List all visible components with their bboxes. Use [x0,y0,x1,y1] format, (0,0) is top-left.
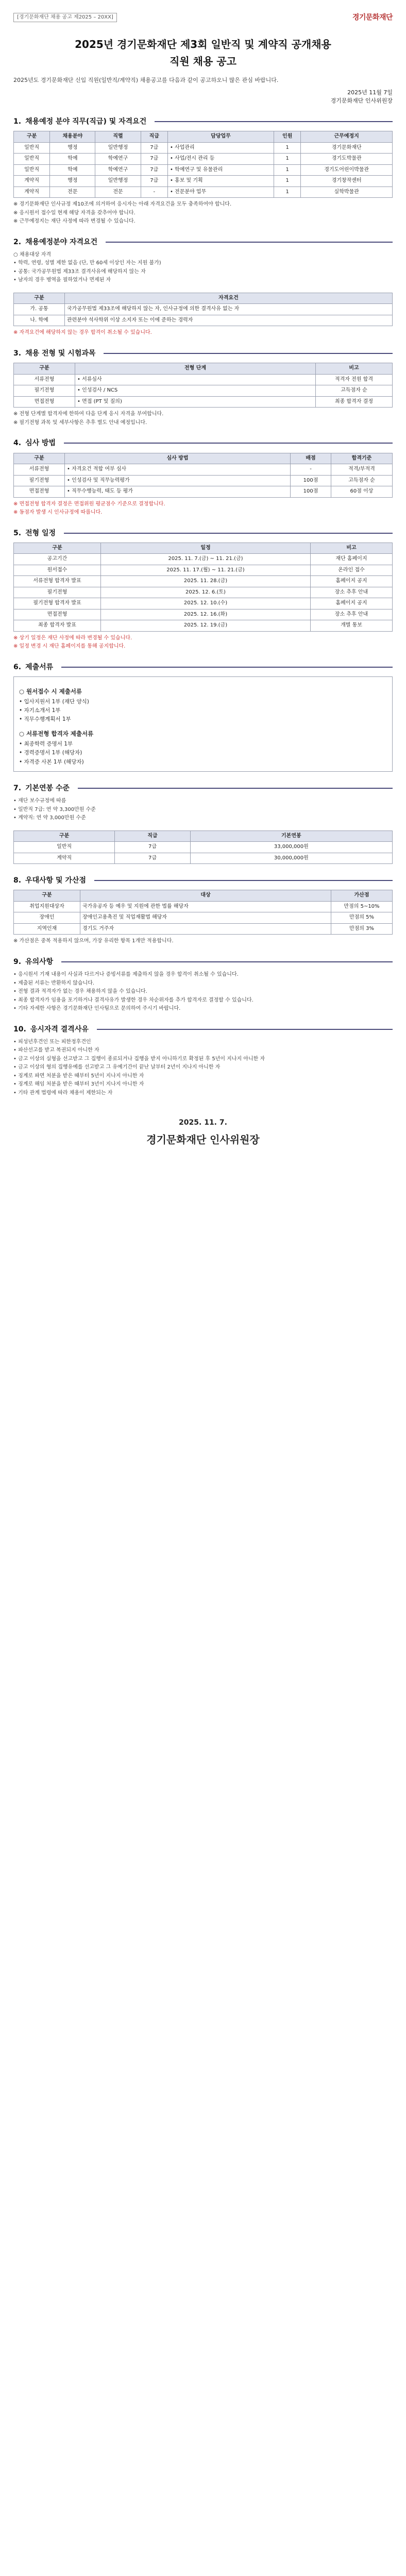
table-cell: 최종 합격자 결정 [316,396,393,408]
table-cell: 2025. 11. 17.(월) ~ 11. 21.(금) [101,565,311,576]
table-cell: 필기전형 [14,475,65,486]
foundation-logo: 경기문화재단 [352,13,393,22]
table-header: 비고 [316,363,393,375]
table-cell: 전문 [50,187,95,198]
table-cell: 국가유공자 등 예우 및 지원에 관한 법률 해당자 [80,901,331,912]
table-cell: • 사업/전시 관리 등 [167,154,274,165]
subheading: ○ 원서접수 시 제출서류 [19,688,82,696]
table-cell: • 직무수행능력, 태도 등 평가 [65,486,291,498]
intro-text: 2025년도 경기문화재단 신입 직원(일반직/계약직) 채용공고를 다음과 같이 공고하오니 많은 관심 바랍니다. [13,77,279,83]
table-header: 직렬 [95,131,141,143]
list-item: • 최종 합격자가 임용을 포기하거나 결격사유가 발생한 경우 차순위자를 추가 합격자로 결정할 수 있습니다. [13,997,253,1003]
table-cell: 경기도 거주자 [80,923,331,935]
table-cell: 일반직 [14,164,50,176]
section-divider [78,788,393,789]
table-row [14,164,393,176]
table-cell: 장애인 [14,912,80,924]
table-cell: 장소 추후 안내 [311,587,393,598]
section-3 [13,348,393,427]
section-number: 9. [13,957,22,966]
subheading: ○ 서류전형 합격자 제출서류 [19,730,94,738]
section-divider [61,667,393,668]
table-row [14,842,393,853]
table-cell: 지역인재 [14,923,80,935]
list-item: • 최종학력 증명서 1부 [19,741,73,748]
table-cell: 경기문화재단 [301,142,393,154]
table-cell: 경기도박물관 [301,154,393,165]
note-line: ※ 응시원서 접수일 현재 해당 자격을 갖추어야 합니다. [13,210,136,216]
section-7 [13,783,393,864]
table-cell: 일반행정 [95,142,141,154]
page-title: 2025년 경기문화재단 제3회 일반직 및 계약직 공개채용 [75,38,331,50]
table-cell: 온라인 접수 [311,565,393,576]
section-notes [13,201,393,226]
section-title: 유의사항 [25,957,54,966]
section-divider [106,242,393,243]
disqualification-list [13,1039,393,1097]
evaluation-table [13,453,393,498]
documents-box [13,676,393,772]
table-header: 비고 [311,543,393,554]
section-title: 기본연봉 수준 [25,784,70,792]
table-cell: • 학예연구 및 유물관리 [167,164,274,176]
section-6 [13,662,393,772]
table-cell: 2025. 11. 28.(금) [101,576,311,587]
table-cell: • 면접 (PT 및 질의) [75,396,316,408]
announcement-page [0,0,406,1160]
table-row [14,853,393,864]
footer-organization: 경기문화재단 인사위원장 [146,1133,260,1146]
table-cell: 7급 [115,853,190,864]
section-2 [13,237,393,337]
table-cell: 홈페이지 공지 [311,598,393,609]
list-item: • 징계로 파면 처분을 받은 때부터 5년이 지나지 아니한 자 [13,1073,144,1079]
list-item: • 남자의 경우 병역을 필하였거나 면제된 자 [13,277,111,283]
table-cell: - [291,464,331,476]
table-cell: 필기전형 [14,587,101,598]
table-header: 구분 [14,131,50,143]
table-row [14,396,393,408]
list-item: • 금고 이상의 형의 집행유예를 선고받고 그 유예기간이 끝난 날부터 2년이 지나지 아니한 자 [13,1064,221,1071]
table-cell: 원서접수 [14,565,101,576]
table-cell: 전문 [95,187,141,198]
table-header: 구분 [14,293,65,304]
caution-list [13,971,393,1013]
note-line: ※ 상기 일정은 재단 사정에 따라 변경될 수 있습니다. [13,635,132,641]
section-divider [94,880,393,881]
section-number: 1. [13,117,22,126]
table-cell: 일반행정 [95,176,141,187]
table-header: 직급 [115,831,190,842]
table-cell: 2025. 12. 19.(금) [101,620,311,632]
section-divider [64,443,393,444]
table-row [14,176,393,187]
table-cell: 서류전형 [14,374,75,385]
table-row [14,475,393,486]
section-10 [13,1024,393,1097]
bonus-table [13,890,393,935]
table-cell: 장애인고용촉진 및 직업재활법 해당자 [80,912,331,924]
table-header: 배점 [291,453,331,464]
table-cell: 서류전형 합격자 발표 [14,576,101,587]
section-number: 5. [13,529,22,537]
table-cell: 관련분야 석사학위 이상 소지자 또는 이에 준하는 경력자 [65,315,393,326]
table-cell: 7급 [141,176,167,187]
announce-date: 2025년 11월 7일 [347,89,393,96]
table-cell: 면접전형 [14,486,65,498]
footer-date: 2025. 11. 7. [179,1118,227,1127]
table-header: 근무예정지 [301,131,393,143]
table-row [14,315,393,326]
section-4 [13,438,393,516]
table-header: 구분 [14,831,115,842]
table-cell: 적격자 전원 합격 [316,374,393,385]
table-row [14,598,393,609]
list-item: • 입사지원서 1부 (재단 양식) [19,698,89,705]
table-row [14,923,393,935]
table-cell: 공고기간 [14,554,101,565]
table-cell: 2025. 12. 6.(토) [101,587,311,598]
table-row [14,912,393,924]
table-row [14,385,393,397]
section-title: 제출서류 [25,663,54,671]
table-row [14,187,393,198]
table-cell: 학예연구 [95,164,141,176]
section-title: 우대사항 및 가산점 [25,876,87,885]
note-line: ※ 일정 변경 시 재단 홈페이지를 통해 공지합니다. [13,643,126,650]
table-row [14,609,393,620]
table-header: 가산점 [331,890,393,902]
table-row [14,154,393,165]
table-cell: 장소 추후 안내 [311,609,393,620]
table-cell: 재단 홈페이지 [311,554,393,565]
table-row [14,565,393,576]
list-item: • 파산선고를 받고 복권되지 아니한 자 [13,1047,99,1054]
table-row [14,374,393,385]
table-cell: 학예연구 [95,154,141,165]
list-item: • 기타 자세한 사항은 경기문화재단 인사팀으로 문의하여 주시기 바랍니다. [13,1006,181,1012]
table-cell: 경기도어린이박물관 [301,164,393,176]
notice-tag: [경기문화재단 채용 공고 제2025 – 20XX] [13,13,117,23]
list-item: • 계약직: 연 약 3,000만원 수준 [13,815,86,821]
note-line: ※ 전형 단계별 합격자에 한하여 다음 단계 응시 자격을 부여합니다. [13,411,164,417]
table-cell: 학예 [50,154,95,165]
salary-notes [13,798,393,822]
list-item: • 재단 보수규정에 따름 [13,798,66,804]
section-title: 전형 일정 [25,529,56,537]
table-cell: 필기전형 [14,385,75,397]
table-cell: • 사업관리 [167,142,274,154]
process-table [13,363,393,408]
table-cell: 7급 [115,842,190,853]
table-cell: - [141,187,167,198]
table-cell: 나. 학예 [14,315,65,326]
list-item: • 자격증 사본 1부 (해당자) [19,758,84,765]
table-cell: 국가공무원법 제33조에 해당하지 않는 자, 인사규정에 의한 결격사유 없는 자 [65,304,393,315]
note-line: ※ 면접전형 합격자 결정은 면접위원 평균점수 기준으로 결정합니다. [13,501,165,507]
note-line: ※ 경기문화재단 인사규정 제10조에 의거하여 응시자는 아래 자격요건을 모두 충족하여야 합니다. [13,201,232,208]
table-row [14,486,393,498]
list-item: • 응시원서 기재 내용이 사실과 다르거나 증빙서류를 제출하지 않을 경우 합격이 취소될 수 있습니다. [13,972,239,978]
table-cell: 경기창작센터 [301,176,393,187]
schedule-table [13,543,393,632]
list-item: • 전형 결과 적격자가 없는 경우 채용하지 않을 수 있습니다. [13,989,147,995]
section-notes [13,938,393,945]
note-line: ※ 필기전형 과목 및 세부사항은 추후 별도 안내 예정입니다. [13,419,147,426]
table-cell: 7급 [141,142,167,154]
table-cell: 행정 [50,142,95,154]
table-header: 구분 [14,890,80,902]
top-bar [0,0,406,28]
section-number: 7. [13,784,22,792]
section-title: 채용 전형 및 시험과목 [25,349,96,358]
list-item: • 일반직 7급: 연 약 3,300만원 수준 [13,806,96,812]
section-1 [13,116,393,226]
table-cell: 2025. 12. 10.(수) [101,598,311,609]
section-divider [155,121,393,122]
table-row [14,142,393,154]
date-block [0,84,406,105]
position-table [13,131,393,198]
table-header: 인원 [274,131,301,143]
table-cell: 필기전형 합격자 발표 [14,598,101,609]
list-item: • 기타 관계 법령에 따라 채용이 제한되는 자 [13,1090,113,1096]
table-header: 합격기준 [331,453,393,464]
table-cell: 학예 [50,164,95,176]
table-cell: • 자격요건 적합 여부 심사 [65,464,291,476]
section-number: 8. [13,876,22,885]
note-line: ※ 동점자 발생 시 인사규정에 따릅니다. [13,510,103,515]
table-cell: 1 [274,187,301,198]
table-cell: 적격/부적격 [331,464,393,476]
list-item: • 공통: 국가공무원법 제33조 결격사유에 해당하지 않는 자 [13,268,146,275]
section-notes [13,635,393,651]
section-5 [13,528,393,651]
table-header: 구분 [14,363,75,375]
table-header: 직급 [141,131,167,143]
table-header: 전형 단계 [75,363,316,375]
table-header: 심사 방법 [65,453,291,464]
title-block [0,37,406,69]
table-cell: 100점 [291,475,331,486]
table-row [14,587,393,598]
list-item: • 금고 이상의 실형을 선고받고 그 집행이 종료되거나 집행을 받지 아니하기로 확정된 후 5년이 지나지 아니한 자 [13,1056,265,1062]
table-cell: 가. 공통 [14,304,65,315]
section-notes [13,501,393,517]
list-item: • 제출된 서류는 반환하지 않습니다. [13,980,95,986]
table-cell: 면접전형 [14,396,75,408]
table-cell: 홈페이지 공지 [311,576,393,587]
section-divider [64,533,393,534]
table-header: 대상 [80,890,331,902]
table-header: 담당업무 [167,131,274,143]
table-cell: 1 [274,154,301,165]
section-number: 4. [13,439,22,448]
table-cell: • 서류심사 [75,374,316,385]
table-cell: • 인성검사 / NCS [75,385,316,397]
table-cell: • 인성검사 및 직무능력평가 [65,475,291,486]
section-title: 채용예정분야 자격요건 [25,238,98,246]
qualification-table [13,293,393,327]
section-title: 심사 방법 [25,439,56,448]
table-row [14,304,393,315]
table-cell: 일반직 [14,154,50,165]
table-cell: 1 [274,142,301,154]
table-cell: 개별 통보 [311,620,393,632]
table-cell: • 전문분야 업무 [167,187,274,198]
list-item: • 직무수행계획서 1부 [19,716,71,723]
table-cell: 최종 합격자 발표 [14,620,101,632]
list-item: • 학력, 연령, 성별 제한 없음 (단, 만 60세 이상인 자는 지원 불가) [13,260,161,266]
table-row [14,901,393,912]
salary-table [13,831,393,865]
section-number: 2. [13,238,22,246]
table-cell: 만점의 5~10% [331,901,393,912]
table-cell: 계약직 [14,187,50,198]
announce-issuer: 경기문화재단 인사위원장 [330,97,393,104]
table-cell: 1 [274,164,301,176]
table-cell: 60점 이상 [331,486,393,498]
table-cell: 계약직 [14,853,115,864]
table-header: 구분 [14,453,65,464]
list-item: • 경력증명서 1부 (해당자) [19,750,82,756]
section-divider [97,1029,393,1030]
section-9 [13,957,393,1013]
table-cell: 1 [274,176,301,187]
table-cell: 계약직 [14,176,50,187]
table-cell: 만점의 5% [331,912,393,924]
table-header: 채용분야 [50,131,95,143]
table-cell: 100점 [291,486,331,498]
section-divider [104,353,393,354]
table-cell: 2025. 12. 16.(화) [101,609,311,620]
table-cell: 7급 [141,154,167,165]
table-row [14,576,393,587]
table-cell: 고득점자 순 [331,475,393,486]
table-cell: 실학박물관 [301,187,393,198]
note-line: ※ 근무예정지는 재단 사정에 따라 변경될 수 있습니다. [13,218,136,225]
section-number: 3. [13,349,22,358]
table-cell: 고득점자 순 [316,385,393,397]
section-number: 10. [13,1025,26,1033]
table-header: 구분 [14,543,101,554]
table-row [14,554,393,565]
qualification-list [13,251,393,284]
footer [0,1117,406,1147]
table-cell: 일반직 [14,842,115,853]
table-cell: 서류전형 [14,464,65,476]
table-cell: 면접전형 [14,609,101,620]
table-cell: 취업지원대상자 [14,901,80,912]
table-cell: 만점의 3% [331,923,393,935]
table-cell: • 홍보 및 기획 [167,176,274,187]
section-divider [61,961,393,962]
qualification-footnote: ※ 자격요건에 해당하지 않는 경우 합격이 취소될 수 있습니다. [13,330,152,336]
table-row [14,620,393,632]
section-number: 6. [13,663,22,671]
section-title: 채용예정 분야 직무(직급) 및 자격요건 [25,117,147,126]
list-item: • 자기소개서 1부 [19,707,61,714]
table-header: 기본연봉 [190,831,392,842]
section-8 [13,875,393,945]
table-cell: 2025. 11. 7.(금) ~ 11. 21.(금) [101,554,311,565]
table-cell: 일반직 [14,142,50,154]
table-cell: 행정 [50,176,95,187]
table-header: 일정 [101,543,311,554]
table-cell: 7급 [141,164,167,176]
list-item: • 징계로 해임 처분을 받은 때부터 3년이 지나지 아니한 자 [13,1081,144,1088]
table-cell: 33,000,000원 [190,842,392,853]
section-title: 응시자격 결격사유 [30,1025,89,1033]
section-notes [13,411,393,427]
list-item: ○ 채용대상 자격 [13,251,52,258]
table-cell: 30,000,000원 [190,853,392,864]
list-item: • 피성년후견인 또는 피한정후견인 [13,1039,91,1045]
table-row [14,464,393,476]
page-subtitle: 직원 채용 공고 [170,55,236,67]
table-header: 자격요건 [65,293,393,304]
note-line: ※ 가산점은 중복 적용하지 않으며, 가장 유리한 항목 1개만 적용합니다. [13,938,174,944]
